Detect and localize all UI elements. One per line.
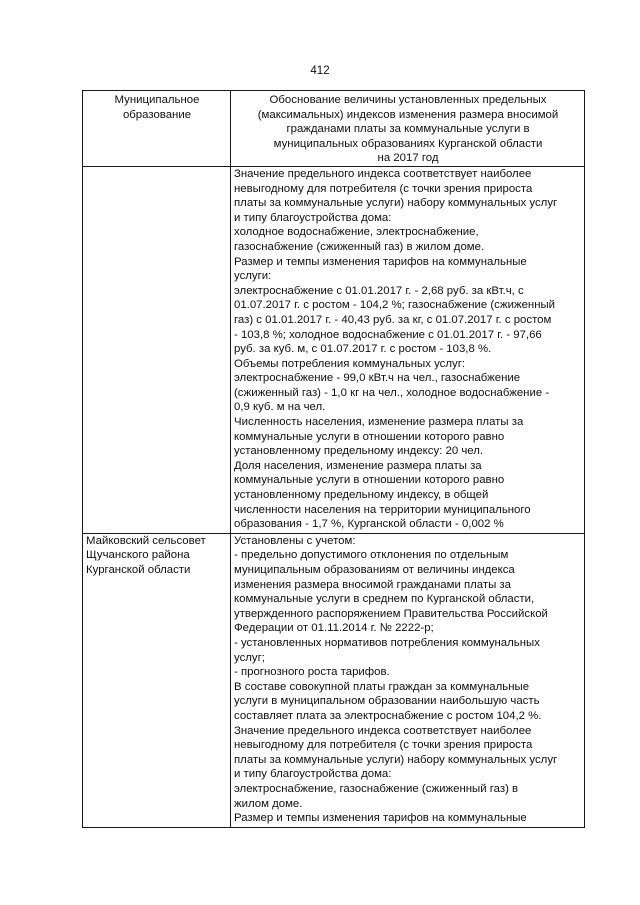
- text-line: - прогнозного роста тарифов.: [234, 666, 390, 679]
- text-line: муниципальных образованиях Курганской области: [273, 137, 543, 150]
- text-line: холодное водоснабжение, электроснабжение,: [234, 226, 479, 239]
- text-line: составляет плата за электроснабжение с ростом 104,2 %.: [234, 709, 542, 722]
- text-line: Федерации от 01.11.2014 г. № 2222-р;: [234, 622, 434, 635]
- text-line: газ) с 01.01.2017 г. - 40,43 руб. за кг, с 01.07.2017 г. с ростом: [234, 313, 552, 326]
- text-line: Курганской области: [86, 564, 191, 576]
- row-2-municipality: [83, 533, 231, 827]
- text-line: 0,9 куб. м на чел.: [234, 401, 326, 414]
- text-line: газоснабжение (сжиженный газ) в жилом доме.: [234, 240, 485, 253]
- text-line: жилом доме.: [234, 797, 303, 810]
- table-header-row: [83, 91, 585, 167]
- text-line: невыгодному для потребителя (с точки зрения прироста: [234, 182, 533, 195]
- table-row: [83, 533, 585, 827]
- text-line: электроснабжение - 99,0 кВт.ч на чел., газоснабжение: [234, 372, 521, 385]
- text-line: и типу благоустройства дома:: [234, 768, 392, 781]
- header-justification: [231, 91, 585, 167]
- text-line: численности населения на территории муниципального: [234, 503, 531, 516]
- text-line: Размер и темпы изменения тарифов на коммунальные: [234, 812, 527, 825]
- text-line: Численность населения, изменение размера платы за: [234, 416, 524, 429]
- text-line: 01.07.2017 г. с ростом - 104,2 %; газоснабжение (сжиженный: [234, 299, 556, 312]
- text-line: Щучанского района: [86, 549, 190, 562]
- text-line: услуги:: [234, 270, 272, 283]
- text-line: - установленных нормативов потребления коммунальных: [234, 636, 540, 649]
- text-line: на 2017 год: [377, 152, 439, 165]
- header-municipality: [83, 91, 231, 167]
- text-line: образования - 1,7 %, Курганской области - 0,002 %: [234, 518, 504, 531]
- text-line: В составе совокупной платы граждан за коммунальные: [234, 680, 530, 693]
- text-line: муниципальным образованиям от величины индекса: [234, 564, 515, 576]
- text-line: электроснабжение с 01.01.2017 г. - 2,68 руб. за кВт.ч, с: [234, 284, 524, 297]
- text-line: Значение предельного индекса соответствует наиболее: [234, 167, 532, 180]
- text-line: коммунальные услуги в отношении которого равно: [234, 430, 505, 443]
- text-line: (сжиженный газ) - 1,0 кг на чел., холодное водоснабжение -: [234, 386, 550, 399]
- text-line: Обоснование величины установленных предельных: [269, 94, 547, 106]
- text-line: - 103,8 %; холодное водоснабжение с 01.01.2017 г. - 97,66: [234, 328, 542, 341]
- text-line: Установлены с учетом:: [234, 534, 356, 547]
- tariff-justification-table: [82, 90, 585, 828]
- text-line: Объемы потребления коммунальных услуг:: [234, 357, 466, 370]
- text-line: руб. за куб. м, с 01.07.2017 г. с ростом - 103,8 %.: [234, 343, 492, 356]
- text-line: платы за коммунальные услуги) набору коммунальных услуг: [234, 197, 558, 210]
- row-1-justification: [231, 166, 585, 533]
- text-line: платы за коммунальные услуги) набору коммунальных услуг: [234, 753, 558, 766]
- text-line: - предельно допустимого отклонения по отдельным: [234, 549, 509, 562]
- text-line: невыгодному для потребителя (с точки зрения прироста: [234, 739, 533, 752]
- text-line: утвержденного распоряжением Правительства Российской: [234, 607, 548, 620]
- text-line: коммунальные услуги в отношении которого равно: [234, 474, 505, 487]
- text-line: установленному предельному индексу: 20 чел.: [234, 445, 484, 458]
- text-line: Майковский сельсовет: [86, 534, 206, 547]
- text-line: Доля населения, изменение размера платы за: [234, 459, 482, 472]
- text-line: коммунальные услуги в среднем по Курганской области,: [234, 593, 535, 606]
- page-number: 412: [310, 65, 330, 77]
- text-line: установленному предельному индексу, в общей: [234, 489, 489, 502]
- text-line: электроснабжение, газоснабжение (сжиженный газ) в: [234, 782, 519, 795]
- text-line: услуги в муниципальном образовании наибольшую часть: [234, 695, 540, 708]
- text-line: образование: [122, 108, 192, 121]
- row-2-justification: [231, 533, 585, 827]
- text-line: Муниципальное: [114, 94, 200, 106]
- text-line: Значение предельного индекса соответствует наиболее: [234, 724, 532, 737]
- text-line: изменения размера вносимой гражданами платы за: [234, 578, 511, 591]
- text-line: (максимальных) индексов изменения размера вносимой: [257, 108, 559, 121]
- text-line: Размер и темпы изменения тарифов на коммунальные: [234, 255, 527, 268]
- table-row: [83, 166, 585, 533]
- text-line: гражданами платы за коммунальные услуги в: [286, 123, 530, 136]
- text-line: и типу благоустройства дома:: [234, 211, 392, 224]
- row-1-municipality: [83, 166, 231, 533]
- text-line: услуг;: [234, 651, 265, 664]
